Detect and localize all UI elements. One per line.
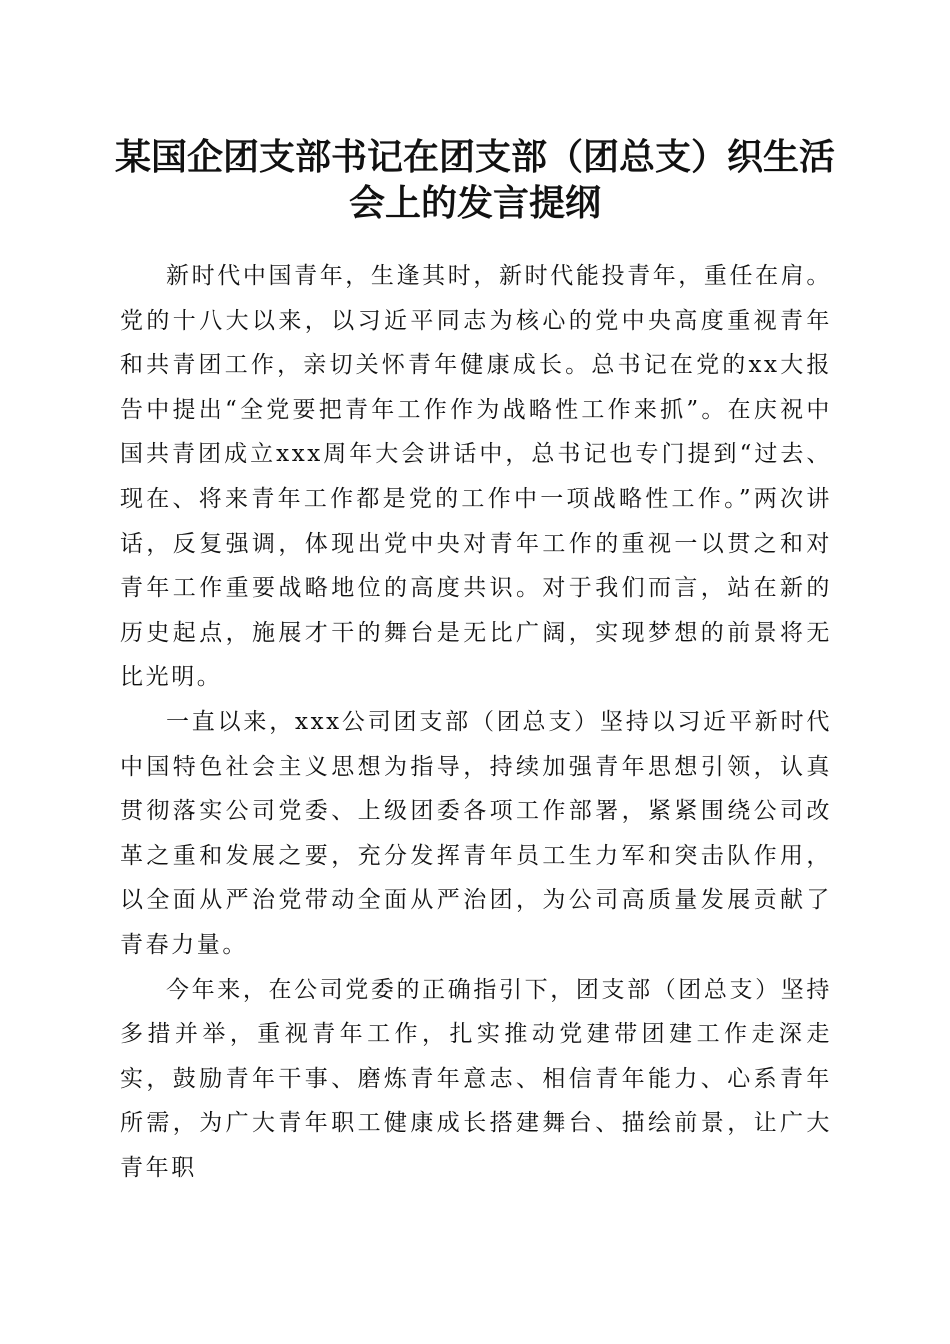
document-title-line-1: 某国企团支部书记在团支部（团总支）织生活 bbox=[114, 136, 835, 178]
document-title-line-2: 会上的发言提纲 bbox=[348, 182, 601, 224]
document-title bbox=[110, 134, 840, 226]
body-paragraph-3: 今年来，在公司党委的正确指引下，团支部（团总支）坚持多措并举，重视青年工作，扎实推动党建带团建工作走深走实，鼓励青年干事、磨炼青年意志、相信青年能力、心系青年所需，为广大青年职工健康成长搭建舞台、描绘前景，让广大青年职 bbox=[120, 976, 832, 1181]
body-paragraph-2: 一直以来，xxx公司团支部（团总支）坚持以习近平新时代中国特色社会主义思想为指导，持续加强青年思想引领，认真贯彻落实公司党委、上级团委各项工作部署，紧紧围绕公司改革之重和发展之要，充分发挥青年员工生力军和突击队作用，以全面从严治党带动全面从严治团，为公司高质量发展贡献了青春力量。 bbox=[120, 708, 832, 958]
document-body bbox=[120, 254, 832, 1190]
body-paragraph-1: 新时代中国青年，生逢其时，新时代能投青年，重任在肩。党的十八大以来，以习近平同志为核心的党中央高度重视青年和共青团工作，亲切关怀青年健康成长。总书记在党的xx大报告中提出“全党要把青年工作作为战略性工作来抓”。在庆祝中国共青团成立xxx周年大会讲话中，总书记也专门提到“过去、现在、将来青年工作都是党的工作中一项战略性工作。”两次讲话，反复强调，体现出党中央对青年工作的重视一以贯之和对青年工作重要战略地位的高度共识。对于我们而言，站在新的历史起点，施展才干的舞台是无比广阔，实现梦想的前景将无比光明。 bbox=[120, 263, 832, 691]
